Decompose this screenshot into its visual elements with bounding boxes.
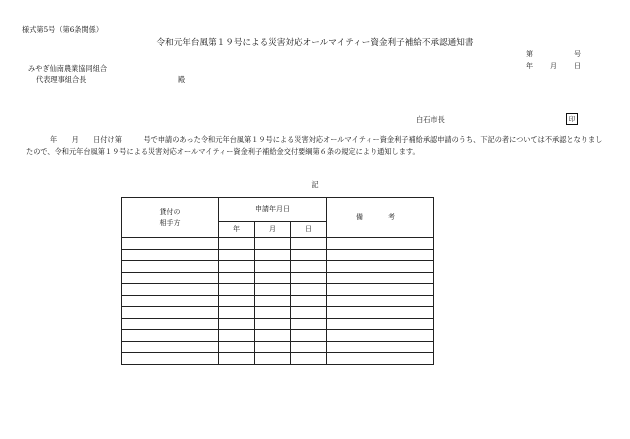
table-cell xyxy=(122,353,219,365)
date-month-label: 月 xyxy=(550,62,557,70)
document-title: 令和元年台風第１９号による災害対応オールマイティー資金利子補給不承認通知書 xyxy=(156,38,474,48)
table-cell xyxy=(219,272,255,284)
table-row xyxy=(122,238,434,250)
table-cell xyxy=(219,307,255,319)
table-cell xyxy=(255,295,291,307)
table-cell xyxy=(291,295,327,307)
table-cell xyxy=(327,318,434,330)
form-number: 様式第5号（第6条関係） xyxy=(22,25,104,34)
partner-header: 貸付の 相手方 xyxy=(122,198,219,238)
table-cell xyxy=(122,272,219,284)
recipient-organization: みやぎ仙南農業協同組合 xyxy=(28,64,108,73)
table-cell xyxy=(255,249,291,261)
table-cell xyxy=(291,284,327,296)
table-cell xyxy=(291,272,327,284)
day-header: 日 xyxy=(291,222,327,238)
table-cell xyxy=(219,330,255,342)
table-row xyxy=(122,307,434,319)
applicant-table xyxy=(121,197,434,365)
table-row xyxy=(122,341,434,353)
table-cell xyxy=(255,330,291,342)
table-cell xyxy=(122,295,219,307)
table-cell xyxy=(255,284,291,296)
number-label-go: 号 xyxy=(574,50,581,58)
application-date-header: 申請年月日 xyxy=(219,198,327,222)
body-paragraph: 年 月 日付け第 号で申請のあった令和元年台風第１９号による災害対応オールマイティー資金利子補給承認申請のうち、下記の者については不承認となりましたので、令和元年台風第１９号による災害対応オールマイティー資金利子補給金交付要綱第６条の規定により通知します。 xyxy=(26,135,603,156)
table-row xyxy=(122,284,434,296)
year-header: 年 xyxy=(219,222,255,238)
table-cell xyxy=(327,284,434,296)
table-cell xyxy=(291,261,327,273)
table-cell xyxy=(255,318,291,330)
table-cell xyxy=(219,295,255,307)
number-label-dai: 第 xyxy=(526,50,533,58)
date-day-label: 日 xyxy=(574,62,581,70)
table-cell xyxy=(219,238,255,250)
table-cell xyxy=(219,341,255,353)
table-cell xyxy=(291,249,327,261)
table-cell xyxy=(327,272,434,284)
table-body xyxy=(122,238,434,365)
table-cell xyxy=(219,284,255,296)
table-cell xyxy=(255,272,291,284)
table-cell xyxy=(327,353,434,365)
table-cell xyxy=(327,307,434,319)
table-cell xyxy=(219,353,255,365)
table-row xyxy=(122,295,434,307)
table-cell xyxy=(122,318,219,330)
remarks-header-label: 備 考 xyxy=(356,213,404,221)
table-cell xyxy=(255,341,291,353)
table-cell xyxy=(291,318,327,330)
section-ki: 記 xyxy=(311,180,319,189)
table-cell xyxy=(122,284,219,296)
table-cell xyxy=(291,330,327,342)
table-row xyxy=(122,330,434,342)
table-cell xyxy=(122,330,219,342)
table-row xyxy=(122,353,434,365)
table-cell xyxy=(327,238,434,250)
table-cell xyxy=(255,261,291,273)
table-cell xyxy=(255,307,291,319)
month-header: 月 xyxy=(255,222,291,238)
table-cell xyxy=(327,249,434,261)
table-cell xyxy=(291,353,327,365)
table-cell xyxy=(291,307,327,319)
table-row xyxy=(122,272,434,284)
table-cell xyxy=(122,307,219,319)
table-cell xyxy=(219,249,255,261)
table-cell xyxy=(255,238,291,250)
table-cell xyxy=(122,341,219,353)
table-row xyxy=(122,318,434,330)
table-cell xyxy=(327,341,434,353)
table-cell xyxy=(291,341,327,353)
seal-mark: 印 xyxy=(566,113,578,125)
table-cell xyxy=(327,261,434,273)
table-cell xyxy=(122,249,219,261)
remarks-header xyxy=(327,198,434,238)
table-cell xyxy=(327,330,434,342)
recipient-representative: 代表理事組合長 xyxy=(36,75,87,84)
table-cell xyxy=(291,238,327,250)
table-cell xyxy=(219,318,255,330)
date-year-label: 年 xyxy=(526,62,533,70)
recipient-honorific: 殿 xyxy=(178,75,186,84)
table-cell xyxy=(255,353,291,365)
table-cell xyxy=(327,295,434,307)
table-row xyxy=(122,261,434,273)
table-row xyxy=(122,249,434,261)
table-cell xyxy=(219,261,255,273)
table-cell xyxy=(122,238,219,250)
issuer-name: 白石市長 xyxy=(416,115,445,124)
table-cell xyxy=(122,261,219,273)
